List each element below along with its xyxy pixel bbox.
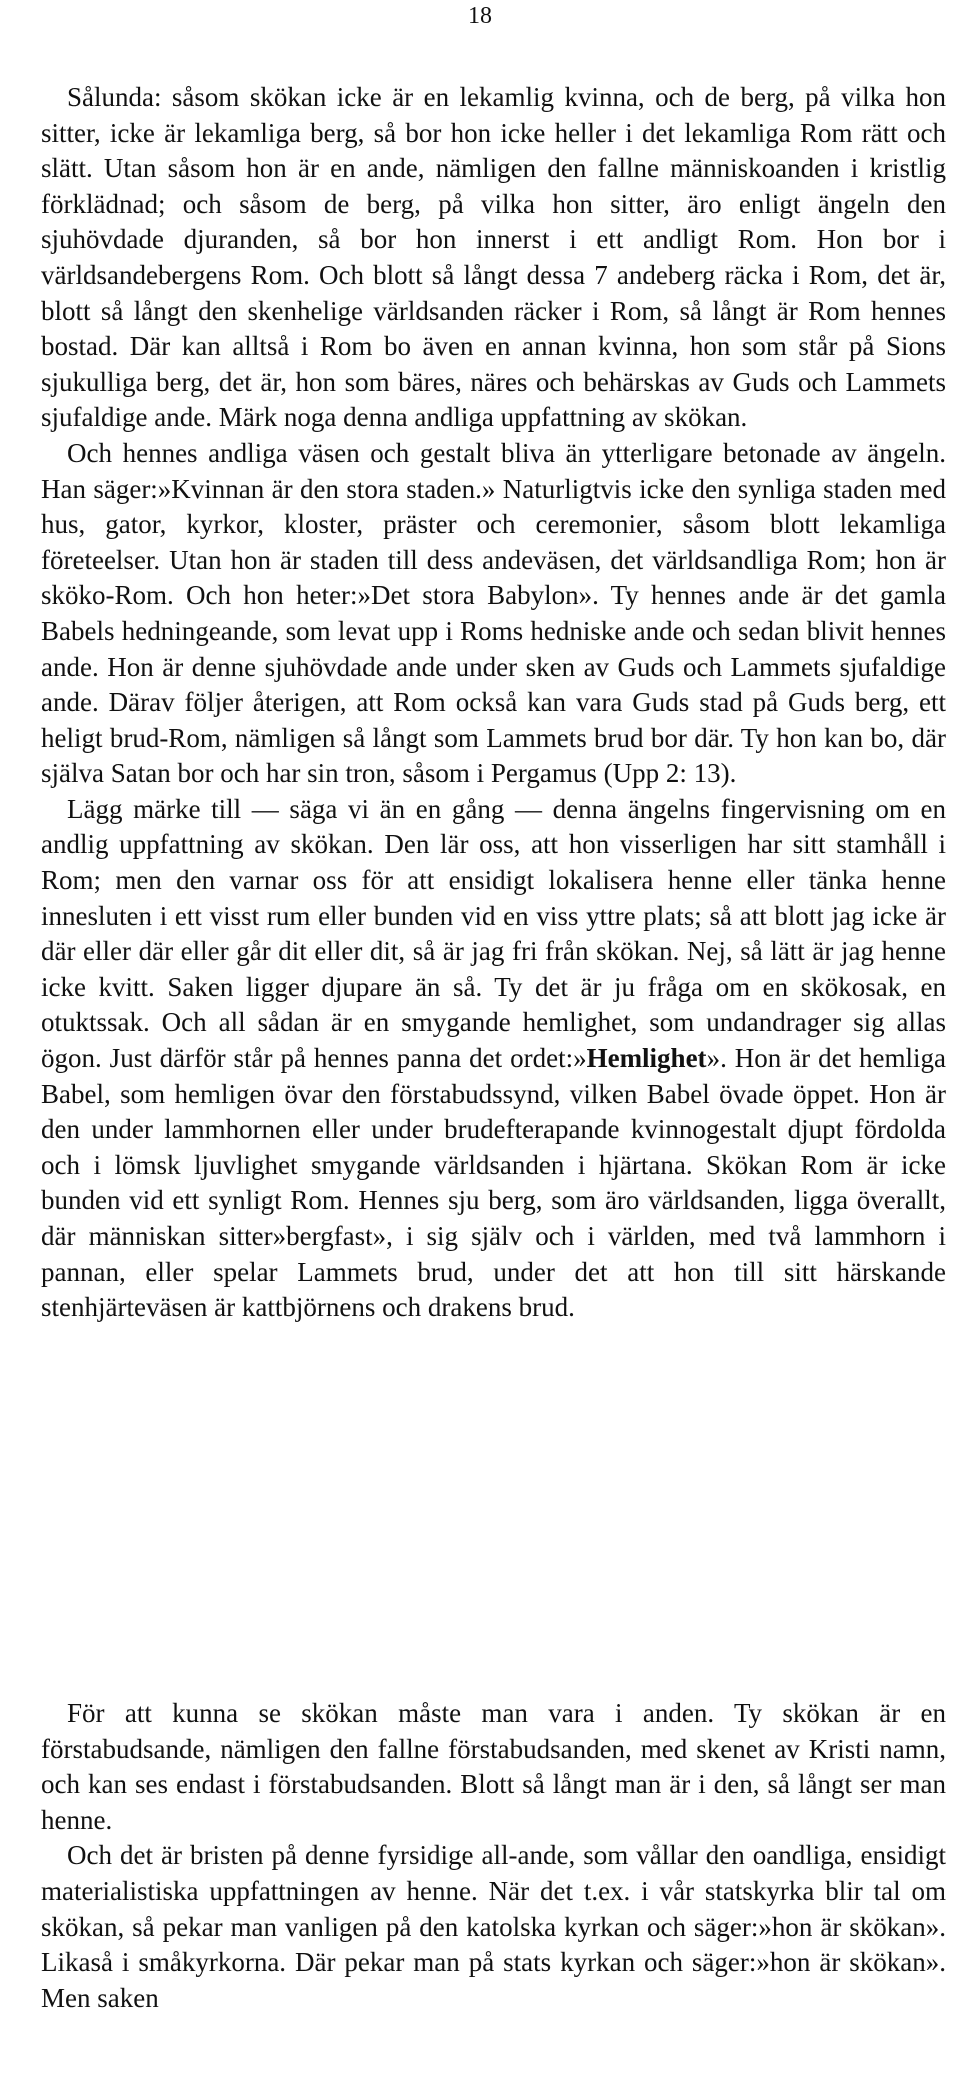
page-number: 18 — [468, 3, 492, 29]
paragraph — [41, 792, 946, 1326]
text-block-continuation — [41, 1696, 946, 2016]
paragraph-text: Och hennes andliga väsen och gestalt bliva än ytterligare betonade av ängeln. Han säger:»Kvinnan är den stora staden.» Naturligtvis icke den synliga staden med hus, gator, kyrkor, kloster, präster och ceremonier, såsom blott lekamliga företeelser. Utan hon är staden till dess andeväsen, det världsandliga Rom; hon är sköko-Rom. Och hon heter:»Det stora Babylon». Ty hennes ande är det gamla Babels hedningeande, som levat upp i Roms hedniske ande och sedan blivit hennes ande. Hon är denne sjuhövdade ande under sken av Guds och Lammets sjufaldige ande. Därav följer återigen, att Rom också kan vara Guds stad på Guds berg, ett heligt brud-Rom, nämligen så långt som Lammets brud bor där. Ty hon kan bo, där själva Satan bor och har sin tron, såsom i Pergamus (Upp 2: 13). — [41, 437, 946, 789]
paragraph-text: ». Hon är det hemliga Babel, som hemligen övar den förstabudssynd, vilken Babel övade öppet. Hon är den under lammhornen eller under brudefterapande kvinnogestalt djupt fördolda och i lömsk ljuvlighet smygande världsanden i hjärtana. Skökan Rom är icke bunden vid ett synligt Rom. Hennes sju berg, som äro världsanden, ligga överallt, där människan sitter»bergfast», i sig själv och i världen, med två lammhorn i pannan, eller spelar Lammets brud, under det att hon till sitt härskande stenhjärteväsen är kattbjörnens och drakens brud. — [41, 1043, 946, 1323]
paragraph — [41, 1696, 946, 1838]
paragraph-text: Och det är bristen på denne fyrsidige all-ande, som vållar den oandliga, ensidigt materialistiska uppfattningen av henne. När det t.ex. i vår statskyrka blir tal om skökan, så pekar man vanligen på den katolska kyrkan och säger:»hon är skökan». Likaså i småkyrkorna. Där pekar man på stats kyrkan och säger:»hon är skökan». Men saken — [41, 1840, 946, 2013]
paragraph — [41, 436, 946, 792]
paragraph — [41, 1838, 946, 2016]
paragraph-text: För att kunna se skökan måste man vara i anden. Ty skökan är en förstabudsande, nämligen den fallne förstabudsanden, med skenet av Kristi namn, och kan ses endast i förstabudsanden. Blott så långt man är i den, så långt ser man henne. — [41, 1698, 946, 1835]
emphasized-text: Hemlighet — [586, 1043, 707, 1074]
paragraph-text: Lägg märke till — säga vi än en gång — denna ängelns fingervisning om en andlig uppfattning av skökan. Den lär oss, att hon visserligen har sitt stamhåll i Rom; men den varnar oss för att ensidigt lokalisera henne eller tänka henne innesluten i ett visst rum eller bunden vid en viss yttre plats; så att blott jag icke är där eller där eller går dit eller dit, så är jag fri från skökan. Nej, så lätt är jag henne icke kvitt. Saken ligger djupare än så. Ty det är ju fråga om en skökosak, en otuktssak. Och all sådan är en smygande hemlighet, som undandrager sig allas ögon. Just därför står på hennes panna det ordet:» — [41, 793, 946, 1074]
text-block-main — [41, 80, 946, 1326]
paragraph-text: Sålunda: såsom skökan icke är en lekamlig kvinna, och de berg, på vilka hon sitter, icke är lekamliga berg, så bor hon icke heller i det lekamliga Rom rätt och slätt. Utan såsom hon är en ande, nämligen den fallne människoanden i kristlig förklädnad; och såsom de berg, på vilka hon sitter, äro enligt ängeln den sjuhövdade djuranden, så bor hon innerst i ett andligt Rom. Hon bor i världsandebergens Rom. Och blott så långt dessa 7 andeberg räcka i Rom, det är, blott så långt den skenhelige världsanden räcker i Rom, så långt är Rom hennes bostad. Där kan alltså i Rom bo även en annan kvinna, hon som står på Sions sjukulliga berg, det är, hon som bäres, näres och behärskas av Guds och Lammets sjufaldige ande. Märk noga denna andliga uppfattning av skökan. — [41, 82, 946, 433]
paragraph — [41, 80, 946, 436]
